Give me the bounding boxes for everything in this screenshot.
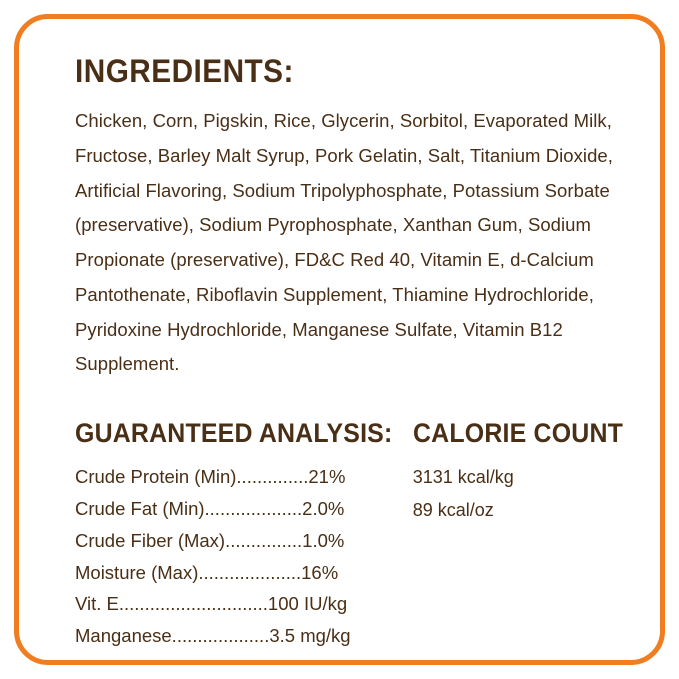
calorie-count-section [413,418,636,652]
ingredients-text: Chicken, Corn, Pigskin, Rice, Glycerin, Sorbitol, Evaporated Milk, Fructose, Barley Malt Syrup, Pork Gelatin, Salt, Titanium Dioxide, Artificial Flavoring, Sodium Tripolyphosphate, Potassium Sorbate (preservative), Sodium Pyrophosphate, Xanthan Gum, Sodium Propionate (preservative), FD&C Red 40, Vitamin E, d-Calcium Pantothenate, Riboflavin Supplement, Thiamine Hydrochloride, Pyridoxine Hydrochloride, Manganese Sulfate, Vitamin B12 Supplement. [75,110,613,375]
analysis-row: Moisture (Max)....................16% [75,561,339,583]
ingredients-heading: INGREDIENTS: [75,53,294,89]
guaranteed-analysis-section [75,418,413,652]
calorie-row: 3131 kcal/kg [412,467,514,488]
bottom-columns [75,418,630,652]
label-content [75,53,630,647]
analysis-row: Crude Fiber (Max)...............1.0% [75,529,345,551]
calorie-row: 89 kcal/oz [412,500,494,521]
calorie-count-heading: CALORIE COUNT [412,418,623,449]
analysis-row: Crude Protein (Min)..............21% [75,466,346,488]
nutrition-label-card [14,14,665,665]
analysis-row: Vit. E.............................100 IU/kg [75,593,348,615]
analysis-row: Manganese...................3.5 mg/kg [75,625,351,647]
guaranteed-analysis-heading: GUARANTEED ANALYSIS: [75,418,393,449]
analysis-row: Crude Fat (Min)...................2.0% [75,497,345,519]
